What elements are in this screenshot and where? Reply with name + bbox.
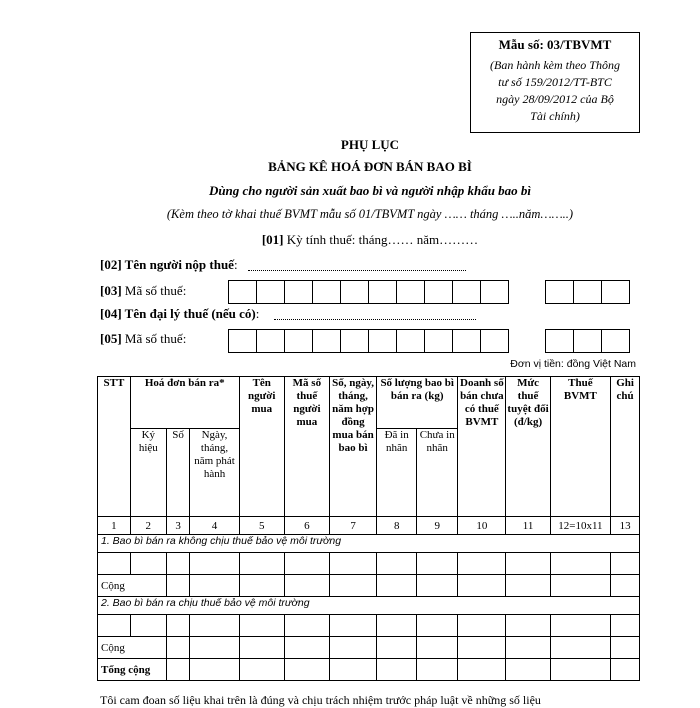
agent-tax-id-branch-digit[interactable] xyxy=(545,329,574,353)
table-cell[interactable] xyxy=(377,659,417,681)
column-number: 10 xyxy=(458,517,506,535)
document-subtitle: Dùng cho người sản xuất bao bì và người nhập khẩu bao bì xyxy=(208,183,532,198)
tax-id-digit[interactable] xyxy=(312,280,341,304)
header-invoice: Hoá đơn bán ra* xyxy=(130,377,239,429)
table-cell[interactable] xyxy=(458,575,506,597)
column-number: 12=10x11 xyxy=(550,517,611,535)
agent-tax-id-digit[interactable] xyxy=(312,329,341,353)
taxpayer-name-field[interactable] xyxy=(248,270,466,271)
table-cell[interactable] xyxy=(166,553,190,575)
table-cell[interactable] xyxy=(239,553,284,575)
header-buyer-tax-id: Mã số thuế người mua xyxy=(284,377,329,517)
agent-tax-id-label: [05] Mã số thuế: xyxy=(100,331,187,346)
column-number-row xyxy=(98,517,640,535)
header-stt: STT xyxy=(98,377,131,517)
tax-agent-field[interactable] xyxy=(274,319,476,320)
section-title: 1. Bao bì bán ra không chịu thuế bảo vệ môi trường xyxy=(98,535,640,553)
column-number: 8 xyxy=(377,517,417,535)
agent-tax-id-branch-boxes[interactable] xyxy=(545,329,629,353)
table-cell[interactable] xyxy=(611,575,640,597)
table-cell[interactable] xyxy=(417,553,458,575)
header-tax-rate: Mức thuế tuyệt đối (đ/kg) xyxy=(506,377,550,517)
table-cell[interactable] xyxy=(417,637,458,659)
agent-tax-id-digit[interactable] xyxy=(480,329,509,353)
table-cell[interactable] xyxy=(130,615,166,637)
subtotal-label: Cộng xyxy=(98,637,167,659)
table-cell[interactable] xyxy=(550,615,611,637)
tax-id-branch-digit[interactable] xyxy=(545,280,574,304)
table-cell[interactable] xyxy=(458,637,506,659)
table-cell[interactable] xyxy=(190,659,239,681)
table-cell[interactable] xyxy=(550,575,611,597)
grand-total-row xyxy=(98,659,640,681)
table-cell[interactable] xyxy=(458,553,506,575)
agent-tax-id-digit[interactable] xyxy=(396,329,425,353)
header-invoice-symbol: Ký hiệu xyxy=(130,429,166,517)
form-issuance-note: (Ban hành kèm theo Thông tư số 159/2012/TT-BTC ngày 28/09/2012 của Bộ Tài chính) xyxy=(490,58,620,123)
tax-id-branch-boxes[interactable] xyxy=(545,280,629,304)
table-cell[interactable] xyxy=(166,637,190,659)
agent-tax-id-digit[interactable] xyxy=(284,329,313,353)
table-cell[interactable] xyxy=(506,575,550,597)
tax-id-branch-digit[interactable] xyxy=(573,280,602,304)
table-cell[interactable] xyxy=(611,553,640,575)
table-cell[interactable] xyxy=(329,637,376,659)
column-number: 3 xyxy=(166,517,190,535)
header-quantity: Số lượng bao bì bán ra (kg) xyxy=(377,377,458,429)
agent-tax-id-boxes[interactable] xyxy=(228,329,508,353)
table-cell[interactable] xyxy=(190,575,239,597)
table-cell[interactable] xyxy=(284,637,329,659)
table-cell[interactable] xyxy=(417,659,458,681)
table-cell[interactable] xyxy=(417,575,458,597)
agent-tax-id-digit[interactable] xyxy=(368,329,397,353)
table-cell[interactable] xyxy=(611,659,640,681)
table-cell[interactable] xyxy=(329,553,376,575)
header-notes: Ghi chú xyxy=(611,377,640,517)
table-cell[interactable] xyxy=(190,553,239,575)
table-cell[interactable] xyxy=(130,553,166,575)
section-row-taxable xyxy=(98,597,640,615)
form-code-box xyxy=(470,32,640,133)
table-cell[interactable] xyxy=(506,553,550,575)
tax-id-label: [03] Mã số thuế: xyxy=(100,283,187,298)
column-number: 4 xyxy=(190,517,239,535)
table-cell[interactable] xyxy=(98,615,131,637)
tax-period-code: [01] xyxy=(261,232,284,247)
table-cell[interactable] xyxy=(611,615,640,637)
table-cell[interactable] xyxy=(506,637,550,659)
table-cell[interactable] xyxy=(377,637,417,659)
table-cell[interactable] xyxy=(166,615,190,637)
taxpayer-name-label: [02] Tên người nộp thuế: xyxy=(100,257,238,272)
column-number: 13 xyxy=(611,517,640,535)
table-cell[interactable] xyxy=(377,615,417,637)
tax-id-digit[interactable] xyxy=(256,280,285,304)
header-contract: Số, ngày, tháng, năm hợp đồng mua bán bao bì xyxy=(329,377,376,517)
header-printed-label: Đã in nhãn xyxy=(377,429,417,517)
tax-id-digit[interactable] xyxy=(228,280,257,304)
tax-agent-label: [04] Tên đại lý thuế (nếu có): xyxy=(100,306,260,321)
tax-id-branch-digit[interactable] xyxy=(601,280,630,304)
table-cell[interactable] xyxy=(550,637,611,659)
table-cell[interactable] xyxy=(166,575,190,597)
section-title: 2. Bao bì bán ra chịu thuế bảo vệ môi trường xyxy=(98,597,640,615)
agent-tax-id-digit[interactable] xyxy=(228,329,257,353)
table-cell[interactable] xyxy=(550,659,611,681)
tax-id-digit[interactable] xyxy=(284,280,313,304)
header-env-tax: Thuế BVMT xyxy=(550,377,611,517)
table-cell[interactable] xyxy=(458,615,506,637)
agent-tax-id-digit[interactable] xyxy=(424,329,453,353)
agent-tax-id-branch-digit[interactable] xyxy=(573,329,602,353)
subtotal-row xyxy=(98,575,640,597)
tax-id-digit[interactable] xyxy=(340,280,369,304)
subtotal-row xyxy=(98,637,640,659)
table-cell[interactable] xyxy=(239,575,284,597)
document-note: (Kèm theo tờ khai thuế BVMT mẫu số 01/TBVMT ngày …… tháng …..năm……..) xyxy=(166,207,574,221)
column-number: 11 xyxy=(506,517,550,535)
table-cell[interactable] xyxy=(458,659,506,681)
invoice-table xyxy=(97,376,640,681)
table-header-row xyxy=(98,377,640,429)
table-cell[interactable] xyxy=(284,615,329,637)
currency-unit: Đơn vị tiền: đồng Việt Nam xyxy=(510,358,636,370)
agent-tax-id-branch-digit[interactable] xyxy=(601,329,630,353)
column-number: 6 xyxy=(284,517,329,535)
agent-tax-id-digit[interactable] xyxy=(452,329,481,353)
table-cell[interactable] xyxy=(284,575,329,597)
table-cell[interactable] xyxy=(239,637,284,659)
section-row-non-taxable xyxy=(98,535,640,553)
header-buyer: Tên người mua xyxy=(239,377,284,517)
table-cell[interactable] xyxy=(166,659,190,681)
table-cell[interactable] xyxy=(329,615,376,637)
header-invoice-date: Ngày, tháng, năm phát hành xyxy=(190,429,239,517)
column-number: 2 xyxy=(130,517,166,535)
tax-id-digit[interactable] xyxy=(452,280,481,304)
form-code: Mẫu số: 03/TBVMT xyxy=(498,37,612,52)
tax-id-digit[interactable] xyxy=(480,280,509,304)
table-cell[interactable] xyxy=(550,553,611,575)
grand-total-label: Tổng cộng xyxy=(98,659,167,681)
document-title: BẢNG KÊ HOÁ ĐƠN BÁN BAO BÌ xyxy=(268,159,472,174)
tax-id-digit[interactable] xyxy=(368,280,397,304)
table-cell[interactable] xyxy=(284,659,329,681)
table-cell[interactable] xyxy=(239,615,284,637)
table-cell[interactable] xyxy=(417,615,458,637)
column-number: 7 xyxy=(329,517,376,535)
table-cell[interactable] xyxy=(506,615,550,637)
table-cell[interactable] xyxy=(329,575,376,597)
table-cell[interactable] xyxy=(506,659,550,681)
tax-period-line xyxy=(0,232,700,248)
column-number: 1 xyxy=(98,517,131,535)
header-revenue: Doanh số bán chưa có thuế BVMT xyxy=(458,377,506,517)
appendix-label: PHỤ LỤC xyxy=(340,137,400,152)
tax-period-text: Kỳ tính thuế: tháng…… năm……… xyxy=(286,232,479,247)
header-invoice-number: Số xyxy=(166,429,190,517)
table-cell[interactable] xyxy=(377,553,417,575)
declaration-text: Tôi cam đoan số liệu khai trên là đúng và chịu trách nhiệm trước pháp luật về những số liệu xyxy=(100,693,541,707)
header-not-printed-label: Chưa in nhãn xyxy=(417,429,458,517)
table-cell[interactable] xyxy=(98,553,131,575)
table-row[interactable] xyxy=(98,615,640,637)
table-cell[interactable] xyxy=(190,637,239,659)
tax-id-boxes[interactable] xyxy=(228,280,508,304)
table-cell[interactable] xyxy=(284,553,329,575)
agent-tax-id-digit[interactable] xyxy=(340,329,369,353)
tax-id-digit[interactable] xyxy=(396,280,425,304)
agent-tax-id-digit[interactable] xyxy=(256,329,285,353)
table-row[interactable] xyxy=(98,553,640,575)
column-number: 9 xyxy=(417,517,458,535)
column-number: 5 xyxy=(239,517,284,535)
subtotal-label: Cộng xyxy=(98,575,167,597)
table-cell[interactable] xyxy=(239,659,284,681)
table-cell[interactable] xyxy=(611,637,640,659)
tax-id-digit[interactable] xyxy=(424,280,453,304)
table-cell[interactable] xyxy=(377,575,417,597)
table-cell[interactable] xyxy=(329,659,376,681)
table-cell[interactable] xyxy=(190,615,239,637)
